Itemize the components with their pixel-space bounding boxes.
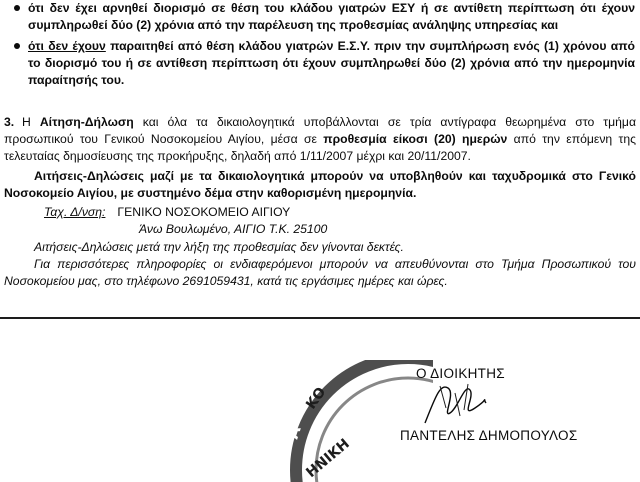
deadline-bold-text: προθεσμία είκοσι (20) ημερών <box>323 132 508 146</box>
stamp-letter: ΗΝΙΚΗ <box>303 435 353 482</box>
bullet-text <box>28 38 635 89</box>
late-applications-paragraph: Αιτήσεις-Δηλώσεις μετά την λήξη της προθεσμίας δεν γίνονται δεκτές. <box>34 240 404 254</box>
contact-info-paragraph: Για περισσότερες πληροφορίες οι ενδιαφερόμενοι μπορούν να απευθύνονται στο Τμήμα Προσωπικού του Νοσοκομείου μας, στο τηλέφωνο 2691059431, κατά τις εργάσιμες ημέρες και ώρες. <box>4 257 636 288</box>
para-text: από την επόμενη της τελευταίας δημοσίευσης της προκήρυξης, δηλαδή από 1/11/2007 μέχρι και 20/11/2007. <box>4 132 637 163</box>
bullet-item-no-resignation <box>10 38 635 89</box>
section-3 <box>4 114 636 290</box>
stamp-letter: ΚΟ <box>303 384 330 413</box>
bullet-item-no-refusal <box>10 0 635 34</box>
handwritten-signature-icon <box>420 378 490 428</box>
stamp-letter: Α <box>283 423 305 442</box>
official-stamp-icon <box>283 360 433 482</box>
address-line-1: ΓΕΝΙΚΟ ΝΟΣΟΚΟΜΕΙΟ ΑΙΓΙΟΥ <box>117 205 291 219</box>
postal-submission-paragraph: Αιτήσεις-Δηλώσεις μαζί με τα δικαιολογητικά μπορούν να υποβληθούν και ταχυδρομικά στο Γενικό Νοσοκομείο Αιγίου, με συστημένο δέμα στην καθορισμένη ημερομηνία. <box>4 169 636 200</box>
para-text: και όλα τα δικαιολογητικά υποβάλλονται σε τρία αντίγραφα θεωρημένα στο τμήμα προσωπικού του Γενικού Νοσοκομείου Αιγίου, μέσα σε <box>4 115 636 146</box>
scan-divider-line <box>0 317 640 319</box>
section-number: 3. <box>4 115 15 129</box>
address-label: Ταχ. Δ/νση: <box>44 205 106 219</box>
bullet-underlined-phrase: ότι δεν έχουν <box>28 39 106 53</box>
bullet-text-rest: παραιτηθεί από θέση κλάδου γιατρών Ε.Σ.Υ. πριν την συμπλήρωση ενός (1) χρόνου από το διορισμό του ή σε αντίθεση περίπτωση ότι έχουν συμπληρωθεί δύο (2) χρόνια από την ημερομηνία παραίτησής του. <box>28 39 635 87</box>
para-bold-text: Αίτηση-Δήλωση <box>39 115 134 129</box>
bullet-dot-icon <box>14 43 20 49</box>
signatory-name: ΠΑΝΤΕΛΗΣ ΔΗΜΟΠΟΥΛΟΣ <box>400 428 578 443</box>
bullet-text: ότι δεν έχει αρνηθεί διορισμό σε θέση του κλάδου γιατρών ΕΣΥ ή σε αντίθετη περίπτωση ότι έχουν συμπληρωθεί δύο (2) χρόνια από την παρέλευση της προθεσμίας ανάληψης υπηρεσίας και <box>28 1 635 32</box>
postal-address <box>44 204 636 221</box>
para-text: Η <box>22 115 40 129</box>
bullet-dot-icon <box>14 5 20 11</box>
submission-paragraph <box>4 114 636 165</box>
address-line-2: Άνω Βουλωμένο, ΑΙΓΙΟ Τ.Κ. 25100 <box>139 222 328 236</box>
signatory-title: Ο ΔΙΟΙΚΗΤΗΣ <box>416 366 505 381</box>
eligibility-bullet-list <box>10 0 635 89</box>
